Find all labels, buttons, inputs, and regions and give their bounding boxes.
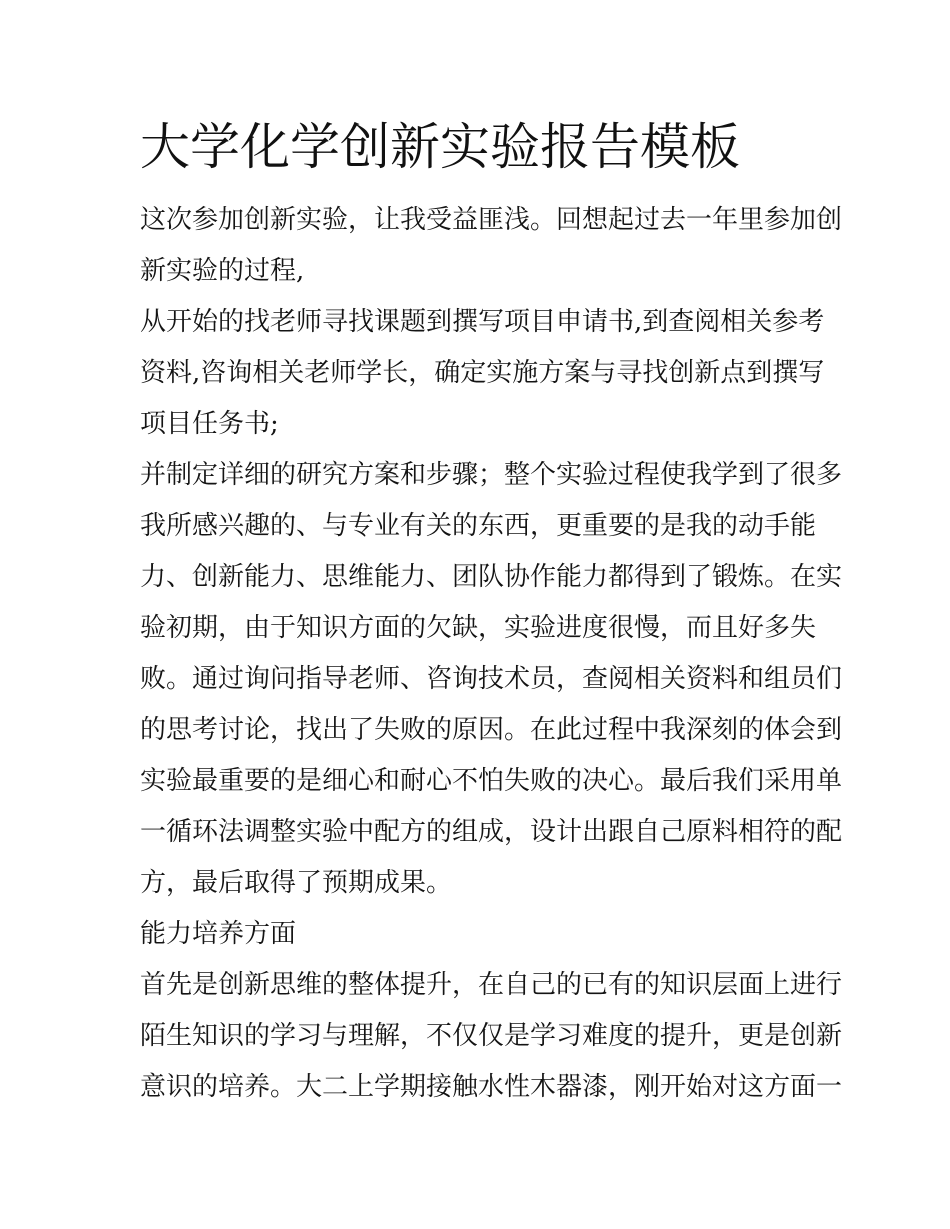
text-line: 意识的培养。大二上学期接触水性木器漆，刚开始对这方面一 bbox=[140, 1072, 843, 1102]
text-line: 败。通过询问指导老师、咨询技术员，查阅相关资料和组员们 bbox=[140, 664, 843, 694]
text-line: 实验最重要的是细心和耐心不怕失败的决心。最后我们采用单 bbox=[140, 766, 843, 796]
text-line: 一循环法调整实验中配方的组成，设计出跟自己原料相符的配 bbox=[140, 817, 843, 847]
text-line: 从开始的找老师寻找课题到撰写项目申请书,到查阅相关参考 bbox=[140, 307, 825, 337]
text-line: 我所感兴趣的、与专业有关的东西，更重要的是我的动手能 bbox=[140, 511, 817, 541]
text-line: 这次参加创新实验，让我受益匪浅。回想起过去一年里参加创 bbox=[140, 205, 843, 235]
text-line: 陌生知识的学习与理解，不仅仅是学习难度的提升，更是创新 bbox=[140, 1021, 843, 1051]
section-heading: 能力培养方面 bbox=[140, 919, 297, 949]
document-title: 大学化学创新实验报告模板 bbox=[140, 118, 740, 176]
text-line: 力、创新能力、思维能力、团队协作能力都得到了锻炼。在实 bbox=[140, 562, 843, 592]
text-line: 验初期，由于知识方面的欠缺，实验进度很慢，而且好多失 bbox=[140, 613, 817, 643]
text-line: 项目任务书; bbox=[140, 409, 279, 439]
text-line: 首先是创新思维的整体提升，在自己的已有的知识层面上进行 bbox=[140, 970, 843, 1000]
text-line: 的思考讨论，找出了失败的原因。在此过程中我深刻的体会到 bbox=[140, 715, 843, 745]
text-line: 方，最后取得了预期成果。 bbox=[140, 868, 453, 898]
text-line: 新实验的过程, bbox=[140, 256, 305, 286]
text-line: 并制定详细的研究方案和步骤；整个实验过程使我学到了很多 bbox=[140, 460, 843, 490]
text-line: 资料,咨询相关老师学长，确定实施方案与寻找创新点到撰写 bbox=[140, 358, 825, 388]
